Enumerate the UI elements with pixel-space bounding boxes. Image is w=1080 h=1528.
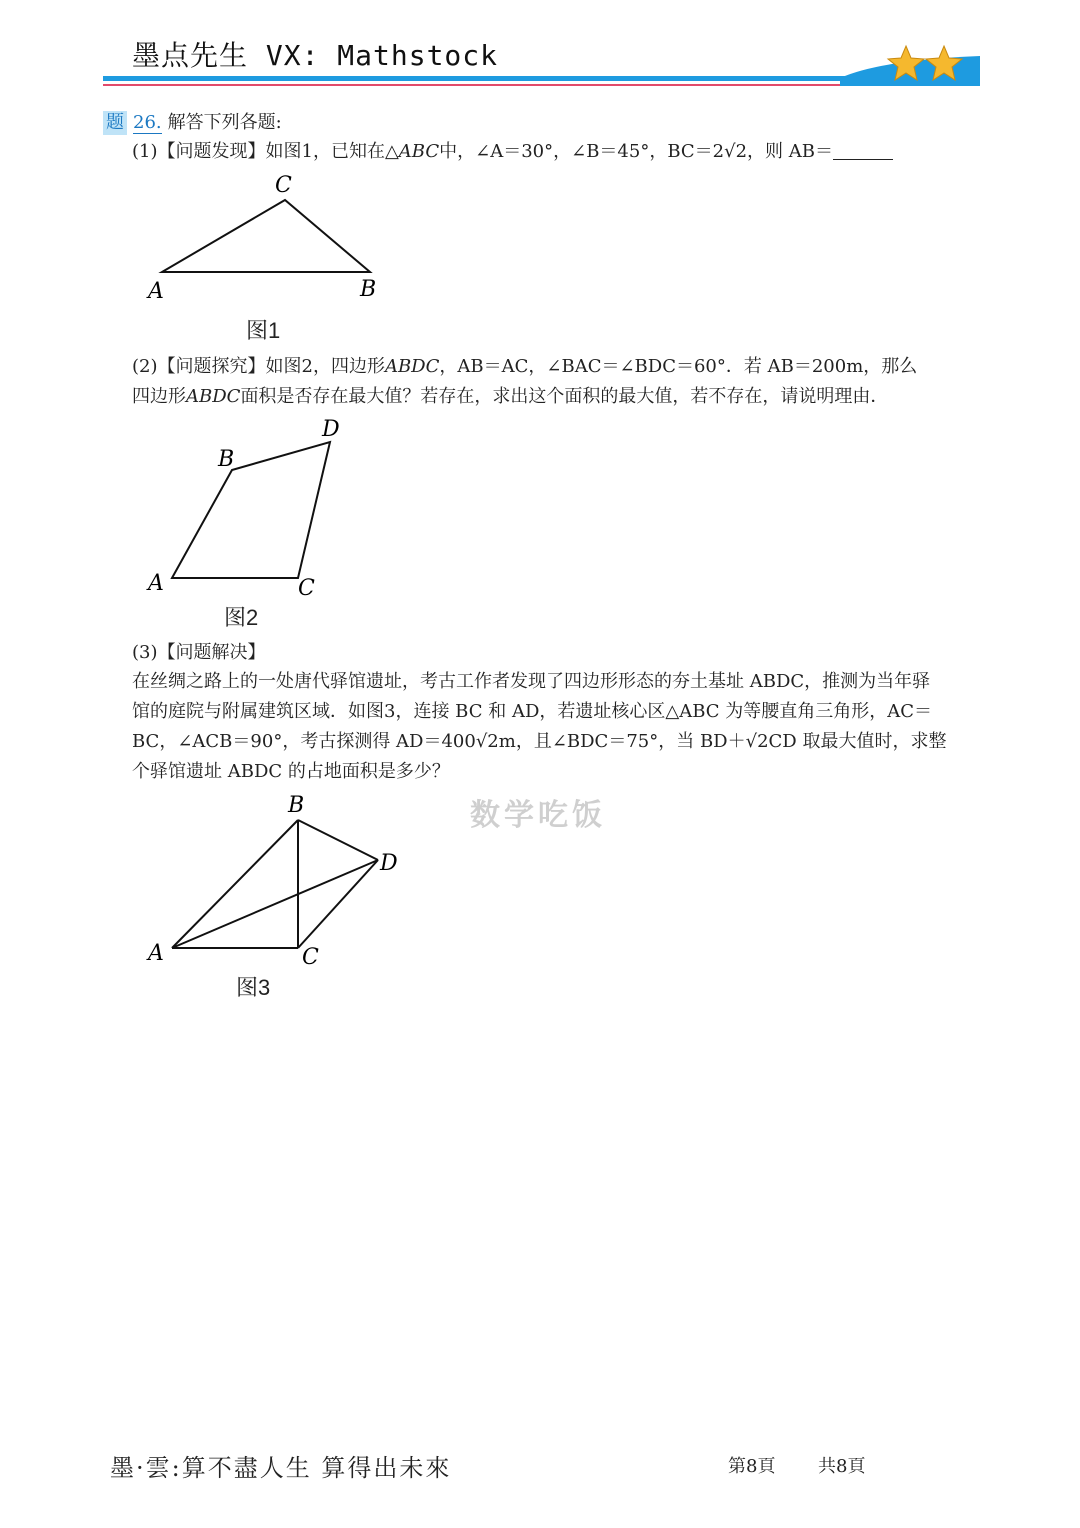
figure-3 (140, 788, 420, 978)
figure-2-point-d: D (322, 417, 340, 442)
figure-1-triangle (162, 200, 370, 272)
footer-page: 第8頁 (728, 1456, 776, 1477)
figure-2-point-b: B (218, 447, 235, 472)
figure-3-point-b: B (288, 793, 305, 818)
figure-2-point-a: A (148, 571, 164, 596)
figure-2 (140, 412, 360, 602)
footer-total: 共8頁 (818, 1456, 866, 1477)
part2-quad: ABDC (384, 356, 440, 377)
part1-label: (1)【问题发现】如图1，已知在△ (132, 141, 399, 162)
question-badge: 题 (103, 111, 127, 135)
figure-1-point-b: B (360, 277, 377, 302)
footer-motto: 墨·雲:算不盡人生 算得出未來 (110, 1454, 452, 1482)
header-title: 墨点先生 VX: Mathstock (132, 39, 499, 72)
part2-quad-2: ABDC (186, 386, 241, 407)
part2-conditions: ，AB＝AC，∠BAC＝∠BDC＝60°．若 AB＝200m，那么 (439, 356, 918, 377)
part1-bc: BC＝2√2，则 AB＝ (667, 141, 833, 162)
part1-triangle: ABC (398, 141, 440, 162)
part3-label: (3)【问题解决】 (132, 642, 266, 663)
header-rule-blue (103, 76, 863, 81)
figure-1 (140, 170, 400, 305)
part3-line1: 在丝绸之路上的一处唐代驿馆遗址，考古工作者发现了四边形形态的夯土基址 ABDC，推测为当年驿 (132, 671, 931, 692)
watermark: 数学吃饭 (470, 798, 606, 833)
header-stars-decoration (840, 38, 980, 86)
figure-1-point-a: A (148, 279, 164, 304)
part2-line1 (132, 352, 917, 382)
figure-3-point-d: D (380, 851, 398, 876)
question-title (103, 108, 282, 138)
figure-3-side-ab (172, 820, 298, 948)
question-intro: 解答下列各题: (167, 112, 282, 133)
figure-1-caption: 图1 (246, 318, 281, 343)
part1-text (132, 137, 893, 167)
answer-blank (833, 141, 893, 160)
figure-2-caption: 图2 (224, 605, 259, 630)
part3-line2: 馆的庭院与附属建筑区域．如图3，连接 BC 和 AD，若遗址核心区△ABC 为等腰直角三角形，AC＝ (132, 701, 933, 722)
part2-question: 面积是否存在最大值？若存在，求出这个面积的最大值，若不存在，请说明理由． (240, 386, 889, 407)
figure-3-side-dc (298, 860, 378, 948)
figure-3-diagonal-ad (172, 860, 378, 948)
question-number: 26. (133, 112, 162, 133)
figure-1-point-c: C (275, 173, 292, 198)
part3-line4: 个驿馆遗址 ABDC 的占地面积是多少？ (132, 761, 450, 782)
part3-line3: BC，∠ACB＝90°，考古探测得 AD＝400√2m，且∠BDC＝75°，当 BD＋√2CD 取最大值时，求整 (132, 731, 947, 752)
figure-3-caption: 图3 (236, 975, 271, 1000)
figure-3-side-bd (298, 820, 378, 860)
figure-2-quadrilateral (172, 442, 330, 578)
part1-angles: 中，∠A＝30°，∠B＝45°， (439, 141, 668, 162)
figure-3-point-c: C (302, 945, 319, 970)
part2-line2: 四边形ABDC面积是否存在最大值？若存在，求出这个面积的最大值，若不存在，请说明理由． (132, 386, 889, 407)
part2-label: (2)【问题探究】如图2，四边形 (132, 356, 385, 377)
figure-3-point-a: A (148, 941, 164, 966)
figure-2-point-c: C (298, 576, 315, 601)
